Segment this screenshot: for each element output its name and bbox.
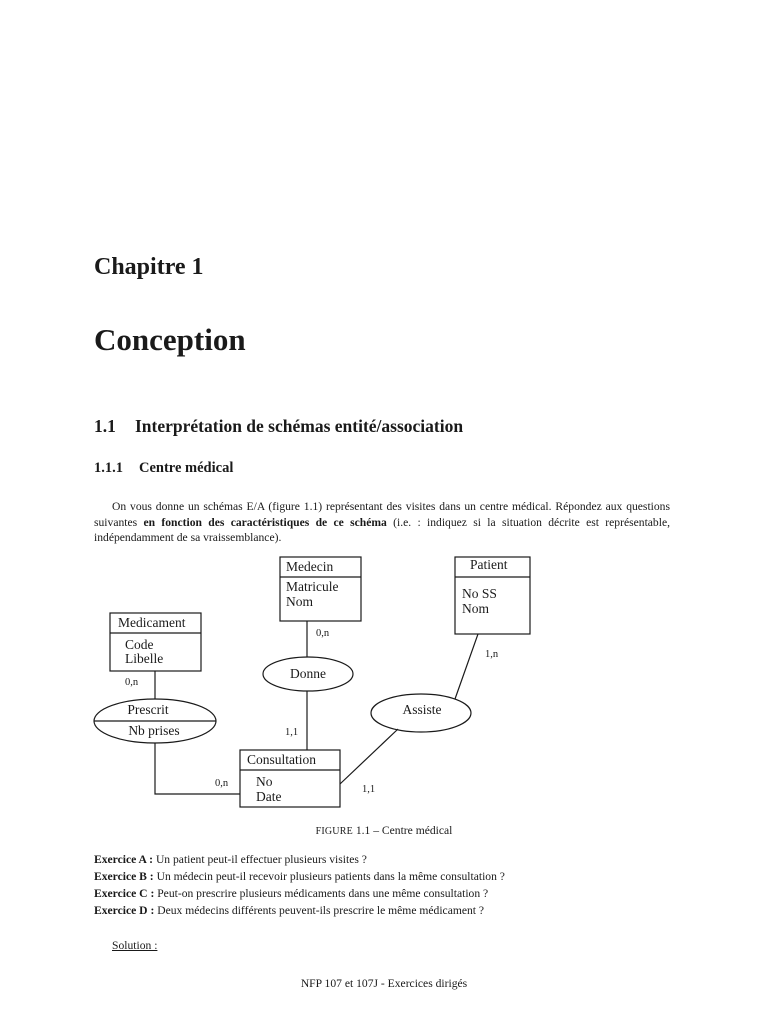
figure-caption bbox=[0, 824, 768, 837]
assiste-label: Assiste bbox=[402, 702, 442, 717]
medicament-name: Medicament bbox=[118, 615, 186, 630]
card-medicament-prescrit: 0,n bbox=[125, 677, 139, 688]
exercise-label: Exercice D : bbox=[94, 904, 155, 917]
card-medecin-donne: 0,n bbox=[316, 628, 330, 639]
patient-attr-nom: Nom bbox=[462, 601, 489, 616]
medecin-attr-nom: Nom bbox=[286, 594, 313, 609]
exercise-label: Exercice A : bbox=[94, 853, 154, 866]
section-number: 1.1 bbox=[94, 416, 116, 436]
medecin-name: Medecin bbox=[286, 559, 334, 574]
medicament-attr-code: Code bbox=[125, 637, 154, 652]
consultation-attr-no: No bbox=[256, 774, 273, 789]
card-donne-consultation: 1,1 bbox=[285, 727, 299, 738]
patient-name: Patient bbox=[470, 557, 508, 572]
exercise-label: Exercice C : bbox=[94, 887, 155, 900]
page-footer: NFP 107 et 107J - Exercices dirigés bbox=[300, 977, 468, 990]
exercise-item bbox=[94, 885, 505, 902]
intro-text-1: On vous donne un schémas E/A (figure 1.1) représentant des visites dans un centre médical. Répondez aux questions suivantes bbox=[94, 500, 670, 529]
prescrit-label: Prescrit bbox=[127, 702, 169, 717]
exercise-item bbox=[94, 868, 505, 885]
exercise-question: Peut-on prescrire plusieurs médicaments dans une même consultation ? bbox=[157, 887, 489, 900]
caption-text: – Centre médical bbox=[370, 824, 453, 837]
exercise-label: Exercice B : bbox=[94, 870, 154, 883]
caption-number: 1.1 bbox=[355, 824, 371, 837]
exercise-item bbox=[94, 902, 505, 919]
prescrit-attr-nbprises: Nb prises bbox=[128, 723, 180, 738]
section-title: Interprétation de schémas entité/association bbox=[135, 416, 464, 436]
card-patient-assiste: 1,n bbox=[485, 649, 499, 660]
medicament-attr-libelle: Libelle bbox=[125, 651, 164, 666]
exercise-question: Deux médecins différents peuvent-ils prescrire le même médicament ? bbox=[157, 904, 485, 917]
caption-figure-word: FIGURE bbox=[315, 826, 353, 837]
intro-text-2: (i.e. : indiquez si la situation décrite est représentable, indépendamment de sa vraissemblance). bbox=[94, 515, 670, 544]
chapter-label: Chapitre 1 bbox=[94, 254, 204, 280]
patient-attr-noss: No SS bbox=[462, 586, 497, 601]
chapter-title: Conception bbox=[94, 322, 246, 357]
medecin-attr-matricule: Matricule bbox=[286, 579, 339, 594]
consultation-attr-date: Date bbox=[256, 789, 282, 804]
subsection-number: 1.1.1 bbox=[94, 460, 123, 476]
intro-emphasis: en fonction des caractéristiques de ce schéma bbox=[143, 515, 387, 529]
exercise-question: Un patient peut-il effectuer plusieurs visites ? bbox=[155, 853, 367, 866]
consultation-name: Consultation bbox=[247, 752, 317, 767]
link-assiste-consultation bbox=[340, 729, 398, 784]
link-patient-assiste bbox=[455, 634, 478, 699]
subsection-title: Centre médical bbox=[139, 460, 234, 476]
exercise-question: Un médecin peut-il recevoir plusieurs patients dans la même consultation ? bbox=[156, 870, 505, 883]
donne-label: Donne bbox=[290, 666, 326, 681]
exercise-list bbox=[94, 851, 505, 919]
exercise-item bbox=[94, 851, 505, 868]
card-assiste-consultation: 1,1 bbox=[362, 784, 376, 795]
card-prescrit-consultation: 0,n bbox=[215, 778, 229, 789]
solution-label: Solution : bbox=[112, 939, 158, 952]
